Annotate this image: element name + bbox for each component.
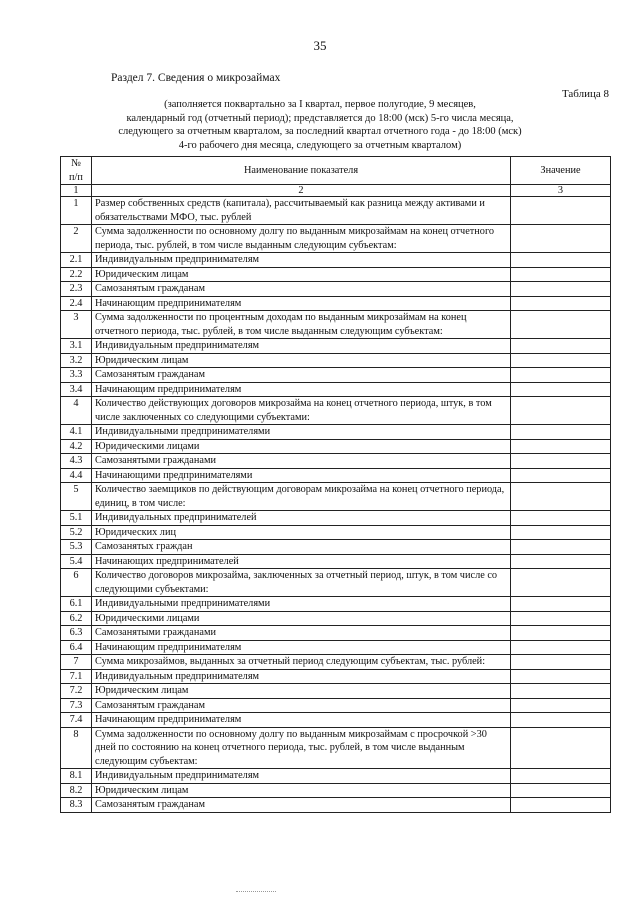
value-cell[interactable] <box>511 769 611 784</box>
header-name: Наименование показателя <box>92 157 511 185</box>
row-number: 8.2 <box>61 783 92 798</box>
indicator-name: Начинающим предпринимателям <box>92 713 511 728</box>
row-number: 5.3 <box>61 540 92 555</box>
value-cell[interactable] <box>511 483 611 511</box>
row-number: 3.3 <box>61 368 92 383</box>
instruction-line: 4-го рабочего дня месяца, следующего за отчетным кварталом) <box>178 139 462 151</box>
row-number: 8.3 <box>61 798 92 813</box>
value-cell[interactable] <box>511 540 611 555</box>
value-cell[interactable] <box>511 525 611 540</box>
column-index: 2 <box>92 185 511 197</box>
indicator-name: Самозанятым гражданам <box>92 282 511 297</box>
page-number: 35 <box>313 38 327 53</box>
value-cell[interactable] <box>511 655 611 670</box>
row-number: 2.4 <box>61 296 92 311</box>
indicator-name: Юридическим лицам <box>92 684 511 699</box>
row-number: 7.2 <box>61 684 92 699</box>
row-number: 2.1 <box>61 253 92 268</box>
row-number: 2.3 <box>61 282 92 297</box>
header-value: Значение <box>511 157 611 185</box>
row-number: 3.2 <box>61 353 92 368</box>
row-number: 5.4 <box>61 554 92 569</box>
row-number: 4.1 <box>61 425 92 440</box>
row-number: 1 <box>61 197 92 225</box>
table-header-row <box>61 157 611 185</box>
indicator-name: Самозанятым гражданам <box>92 698 511 713</box>
row-number: 2.2 <box>61 267 92 282</box>
instruction-line: календарный год (отчетный период); представляется до 18:00 (мск) 5-го числа месяца, <box>126 112 514 124</box>
indicator-name: Самозанятыми гражданами <box>92 454 511 469</box>
indicator-name: Индивидуальных предпринимателей <box>92 511 511 526</box>
table-row <box>61 698 611 713</box>
table-row <box>61 554 611 569</box>
value-cell[interactable] <box>511 511 611 526</box>
value-cell[interactable] <box>511 454 611 469</box>
value-cell[interactable] <box>511 296 611 311</box>
table-row <box>61 669 611 684</box>
value-cell[interactable] <box>511 353 611 368</box>
row-number: 7 <box>61 655 92 670</box>
row-number: 4.2 <box>61 439 92 454</box>
table-row <box>61 569 611 597</box>
indicator-name: Сумма микрозаймов, выданных за отчетный период следующим субъектам, тыс. рублей: <box>92 655 511 670</box>
table-row <box>61 454 611 469</box>
indicator-name: Самозанятым гражданам <box>92 798 511 813</box>
value-cell[interactable] <box>511 311 611 339</box>
value-cell[interactable] <box>511 597 611 612</box>
indicator-name: Самозанятым гражданам <box>92 368 511 383</box>
table-row <box>61 713 611 728</box>
value-cell[interactable] <box>511 253 611 268</box>
table-row <box>61 253 611 268</box>
indicator-name: Индивидуальными предпринимателями <box>92 425 511 440</box>
column-index: 1 <box>61 185 92 197</box>
value-cell[interactable] <box>511 468 611 483</box>
indicator-name: Индивидуальным предпринимателям <box>92 769 511 784</box>
value-cell[interactable] <box>511 698 611 713</box>
indicator-name: Индивидуальными предпринимателями <box>92 597 511 612</box>
value-cell[interactable] <box>511 727 611 769</box>
value-cell[interactable] <box>511 569 611 597</box>
row-number: 3 <box>61 311 92 339</box>
indicator-name: Индивидуальным предпринимателям <box>92 669 511 684</box>
row-number: 5.1 <box>61 511 92 526</box>
table-row <box>61 468 611 483</box>
indicator-name: Количество действующих договоров микрозайма на конец отчетного периода, штук, в том числе заключенных со следующими субъектами: <box>92 397 511 425</box>
table-row <box>61 626 611 641</box>
table-row <box>61 382 611 397</box>
row-number: 4.3 <box>61 454 92 469</box>
value-cell[interactable] <box>511 439 611 454</box>
indicator-name: Самозанятыми гражданами <box>92 626 511 641</box>
row-number: 7.1 <box>61 669 92 684</box>
row-number: 6.2 <box>61 611 92 626</box>
value-cell[interactable] <box>511 267 611 282</box>
value-cell[interactable] <box>511 626 611 641</box>
indicator-name: Юридическим лицам <box>92 353 511 368</box>
indicator-name: Юридическими лицами <box>92 439 511 454</box>
table-row <box>61 339 611 354</box>
table-row <box>61 540 611 555</box>
table-row <box>61 311 611 339</box>
indicator-name: Сумма задолженности по основному долгу по выданным микрозаймам на конец отчетного периода, тыс. рублей, в том числе выданным следующим субъектам: <box>92 225 511 253</box>
indicator-name: Начинающим предпринимателям <box>92 640 511 655</box>
row-number: 6.4 <box>61 640 92 655</box>
row-number: 8 <box>61 727 92 769</box>
row-number: 2 <box>61 225 92 253</box>
table-row <box>61 640 611 655</box>
indicator-name: Юридическими лицами <box>92 611 511 626</box>
value-cell[interactable] <box>511 640 611 655</box>
table-row <box>61 655 611 670</box>
table-row <box>61 439 611 454</box>
indicator-name: Начинающих предпринимателей <box>92 554 511 569</box>
table-row <box>61 798 611 813</box>
value-cell[interactable] <box>511 339 611 354</box>
value-cell[interactable] <box>511 798 611 813</box>
indicator-name: Сумма задолженности по процентным доходам по выданным микрозаймам на конец отчетного периода, тыс. рублей, в том числе выданным следующим субъектам: <box>92 311 511 339</box>
value-cell[interactable] <box>511 684 611 699</box>
value-cell[interactable] <box>511 713 611 728</box>
value-cell[interactable] <box>511 368 611 383</box>
row-number: 7.4 <box>61 713 92 728</box>
column-index: 3 <box>511 185 611 197</box>
value-cell[interactable] <box>511 397 611 425</box>
table-row <box>61 197 611 225</box>
value-cell[interactable] <box>511 225 611 253</box>
table-row <box>61 282 611 297</box>
row-number: 4 <box>61 397 92 425</box>
indicator-name: Индивидуальным предпринимателям <box>92 253 511 268</box>
row-number: 7.3 <box>61 698 92 713</box>
value-cell[interactable] <box>511 783 611 798</box>
indicator-name: Количество договоров микрозайма, заключенных за отчетный период, штук, в том числе со следующими субъектами: <box>92 569 511 597</box>
indicator-name: Начинающими предпринимателями <box>92 468 511 483</box>
row-number: 5.2 <box>61 525 92 540</box>
table-row <box>61 296 611 311</box>
header-num: № п/п <box>61 157 92 185</box>
table-row <box>61 425 611 440</box>
table-row <box>61 684 611 699</box>
table-row <box>61 783 611 798</box>
page-edge-mark <box>236 891 276 893</box>
value-cell[interactable] <box>511 197 611 225</box>
instruction-line: следующего за отчетным кварталом, за последний квартал отчетного года - до 18:00 (мск) <box>118 126 522 137</box>
indicator-name: Самозанятых граждан <box>92 540 511 555</box>
row-number: 6.3 <box>61 626 92 641</box>
indicator-name: Сумма задолженности по основному долгу по выданным микрозаймам с просрочкой >30 дней по состоянию на конец отчетного периода, тыс. рублей, в том числе выданным следующим субъектам: <box>92 727 511 769</box>
table-row <box>61 597 611 612</box>
table-row <box>61 511 611 526</box>
microloans-table <box>60 156 611 813</box>
value-cell[interactable] <box>511 611 611 626</box>
table-row <box>61 368 611 383</box>
table-row <box>61 267 611 282</box>
indicator-name: Юридическим лицам <box>92 267 511 282</box>
table-row <box>61 525 611 540</box>
row-number: 3.4 <box>61 382 92 397</box>
table-row <box>61 225 611 253</box>
indicator-name: Юридических лиц <box>92 525 511 540</box>
table-row <box>61 769 611 784</box>
value-cell[interactable] <box>511 282 611 297</box>
indicator-name: Начинающим предпринимателям <box>92 296 511 311</box>
fill-instructions <box>60 98 580 152</box>
value-cell[interactable] <box>511 382 611 397</box>
value-cell[interactable] <box>511 554 611 569</box>
row-number: 4.4 <box>61 468 92 483</box>
indicator-name: Юридическим лицам <box>92 783 511 798</box>
indicator-name: Размер собственных средств (капитала), рассчитываемый как разница между активами и обязательствами МФО, тыс. рублей <box>92 197 511 225</box>
indicator-name: Индивидуальным предпринимателям <box>92 339 511 354</box>
row-number: 5 <box>61 483 92 511</box>
row-number: 8.1 <box>61 769 92 784</box>
table-row <box>61 611 611 626</box>
instruction-line: (заполняется поквартально за I квартал, первое полугодие, 9 месяцев, <box>164 99 476 110</box>
row-number: 6.1 <box>61 597 92 612</box>
row-number: 3.1 <box>61 339 92 354</box>
indicator-name: Начинающим предпринимателям <box>92 382 511 397</box>
column-index-row <box>61 185 611 197</box>
table-label: Таблица 8 <box>561 88 609 100</box>
table-row <box>61 483 611 511</box>
table-row <box>61 397 611 425</box>
value-cell[interactable] <box>511 425 611 440</box>
table-row <box>61 727 611 769</box>
indicator-name: Количество заемщиков по действующим договорам микрозайма на конец отчетного периода, единиц, в том числе: <box>92 483 511 511</box>
table-row <box>61 353 611 368</box>
value-cell[interactable] <box>511 669 611 684</box>
row-number: 6 <box>61 569 92 597</box>
section-title: Раздел 7. Сведения о микрозаймах <box>111 72 281 84</box>
table-body <box>61 197 611 813</box>
